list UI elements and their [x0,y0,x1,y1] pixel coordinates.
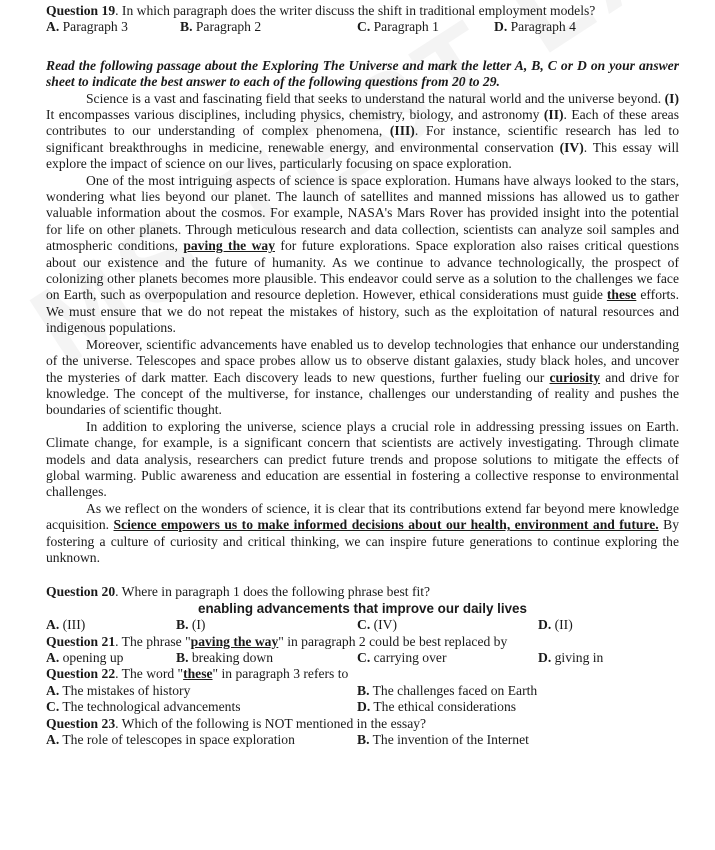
option-d[interactable]: D. The ethical considerations [357,699,517,715]
reading-instructions: Read the following passage about the Exploring The Universe and mark the letter A, B, C or D on your answer sheet to indicate the best answer to each of the following questions from 20 to 29. [46,57,679,90]
option-c[interactable]: C. The technological advancements [46,699,241,715]
question-20 [46,584,679,600]
option-c[interactable]: C. (IV) [357,617,398,633]
question-number: Question 19 [46,3,116,18]
question-number: Question 21 [46,633,116,649]
option-b[interactable]: B. The challenges faced on Earth [357,682,538,698]
question-text: . In which paragraph does the writer discuss the shift in traditional employment models? [115,3,596,18]
question-22-options-row-2 [46,699,679,715]
question-23 [46,716,679,732]
passage-paragraph-1: Science is a vast and fascinating field that seeks to understand the natural world and the universe beyond. (I) It encompasses various disciplines, including physics, chemistry, biology, and astronomy (II). Each of these areas contributes to our understanding of complex phenomena, (III). For instance, scientific research has led to significant breakthroughs in medicine, renewable energy, and environmental conservation (IV). This essay will explore the impact of science on our lives, particularly focusing on space exploration. [46,90,679,172]
marker-iv: (IV) [559,139,584,155]
question-21: Question 21. The phrase "paving the way" in paragraph 2 could be best replaced by [46,633,508,649]
passage-paragraph-2: One of the most intriguing aspects of science is space exploration. Humans have always looked to the stars, wondering what lies beyond our planet. The launch of satellites and manned missions has allowed us to gather valuable information about the cosmos. For example, NASA's Mars Rover has provided insight into the potential for life on other planets. Through meticulous research and data collection, scientists can analyze soil samples and atmospheric conditions, paving the way for future explorations. Space exploration also raises critical questions about our existence and the future of humanity. As we continue to advance technologically, the prospect of colonizing other planets becomes more plausible. This endeavor could serve as a solution to the challenges we face on Earth, such as overpopulation and resource depletion. However, ethical considerations must guide these efforts. We must ensure that we do not repeat the mistakes of history, such as the exploitation of natural resources and indigenous populations. [46,172,680,336]
option-b[interactable]: B. (I) [176,617,206,633]
option-d[interactable]: D. Paragraph 4 [494,19,576,35]
option-d[interactable]: D. giving in [538,650,604,665]
question-text: . Which of the following is NOT mentioned in the essay? [115,715,427,731]
underlined-word: curiosity [549,369,601,385]
underlined-sentence: Science empowers us to make informed decisions about our health, environment and future. [113,517,659,533]
option-a[interactable]: A. Paragraph 3 [46,19,128,35]
question-19 [46,3,679,19]
quoted-word: these [183,666,213,682]
marker-iii: (III) [389,123,415,139]
option-c[interactable]: C. carrying over [357,650,447,665]
marker-i: (I) [664,90,679,106]
question-19-options [46,19,679,35]
question-23-options [46,732,679,748]
option-b[interactable]: B. Paragraph 2 [180,19,262,35]
option-c[interactable]: C. Paragraph 1 [357,19,439,35]
option-a[interactable]: A. The role of telescopes in space exploration [46,731,295,747]
exam-page [46,3,679,748]
question-22: Question 22. The word "these" in paragraph 3 refers to [46,666,349,682]
question-21-options [46,650,679,666]
question-number: Question 22 [46,666,116,682]
passage-paragraph-4: In addition to exploring the universe, science plays a crucial role in addressing pressing issues on Earth. Climate change, for example, is a significant concern that scientists are actively investigating. Through climate models and data analysis, researchers can predict future trends and propose solutions to mitigate the effects of global warming. Public awareness and education are essential in fostering a collective response to environmental challenges. [46,418,679,500]
option-b[interactable]: B. The invention of the Internet [357,731,529,747]
underlined-word: these [606,287,637,303]
question-22-options-row-1 [46,683,679,699]
option-b[interactable]: B. breaking down [176,650,274,665]
marker-ii: (II) [543,107,564,123]
question-20-phrase: enabling advancements that improve our daily lives [198,600,527,616]
question-20-options [46,617,679,633]
passage-paragraph-3: Moreover, scientific advancements have enabled us to develop technologies that enhance our understanding of the universe. Telescopes and space probes allow us to observe distant galaxies, study black holes, and uncover the mysteries of dark matter. Each discovery leads to new questions, further fueling our curiosity and drive for knowledge. The concept of the multiverse, for instance, challenges our understanding of reality and pushes the boundaries of scientific thought. [46,336,679,418]
question-text: . Where in paragraph 1 does the following phrase best fit? [115,584,431,600]
option-a[interactable]: A. The mistakes of history [46,682,191,698]
question-number: Question 23 [46,715,116,731]
option-d[interactable]: D. (II) [538,617,573,633]
option-a[interactable]: A. opening up [46,650,124,665]
underlined-phrase: paving the way [183,238,275,254]
question-number: Question 20 [46,584,116,600]
quoted-phrase: paving the way [190,633,279,649]
passage-paragraph-5: As we reflect on the wonders of science, it is clear that its contributions extend far beyond mere knowledge acquisition. Science empowers us to make informed decisions about our health, environment and future. By fostering a culture of curiosity and critical thinking, we can inspire future generations to continue exploring the unknown. [46,500,679,565]
option-a[interactable]: A. (III) [46,617,86,633]
